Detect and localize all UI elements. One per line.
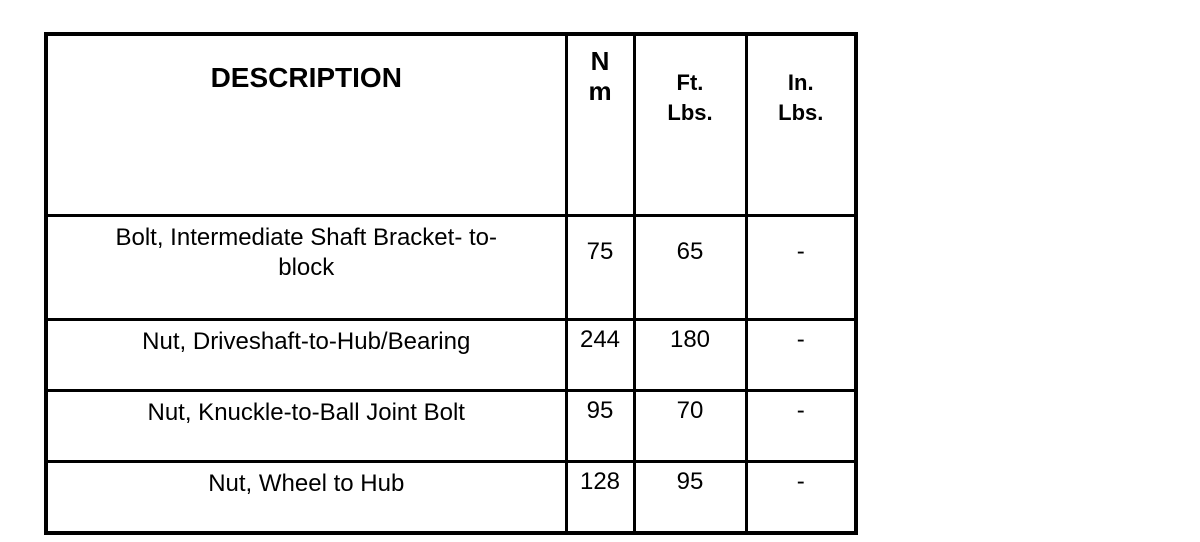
nm-header-line2: m [588, 76, 612, 106]
in-lbs-header [746, 34, 856, 216]
in-lbs-cell: - [746, 391, 856, 462]
nm-cell: 244 [566, 320, 634, 391]
nm-cell: 95 [566, 391, 634, 462]
table-row [46, 320, 856, 391]
header-row [46, 34, 856, 216]
nm-cell: 128 [566, 462, 634, 534]
description-header-label: DESCRIPTION [210, 62, 402, 93]
in-lbs-cell: - [746, 462, 856, 534]
description-cell: Nut, Wheel to Hub [46, 462, 566, 534]
nm-cell: 75 [566, 216, 634, 320]
in-lbs-header-line2: Lbs. [778, 100, 824, 125]
torque-specifications-table [44, 32, 858, 535]
description-cell: Nut, Driveshaft-to-Hub/Bearing [46, 320, 566, 391]
ft-lbs-cell: 180 [634, 320, 746, 391]
description-header [46, 34, 566, 216]
description-line2: block [278, 254, 335, 281]
description-cell [46, 216, 566, 320]
ft-lbs-cell: 65 [634, 216, 746, 320]
ft-lbs-header-line1: Ft. [676, 70, 704, 95]
nm-header [566, 34, 634, 216]
in-lbs-cell: - [746, 216, 856, 320]
description-cell: Nut, Knuckle-to-Ball Joint Bolt [46, 391, 566, 462]
in-lbs-header-line1: In. [787, 70, 814, 95]
ft-lbs-header [634, 34, 746, 216]
ft-lbs-cell: 95 [634, 462, 746, 534]
table-row [46, 462, 856, 534]
table-row [46, 391, 856, 462]
table-row [46, 216, 856, 320]
in-lbs-cell: - [746, 320, 856, 391]
ft-lbs-cell: 70 [634, 391, 746, 462]
ft-lbs-header-line2: Lbs. [667, 100, 713, 125]
description-line1: Bolt, Intermediate Shaft Bracket- to- [115, 224, 497, 251]
nm-header-line1: N [590, 46, 610, 76]
